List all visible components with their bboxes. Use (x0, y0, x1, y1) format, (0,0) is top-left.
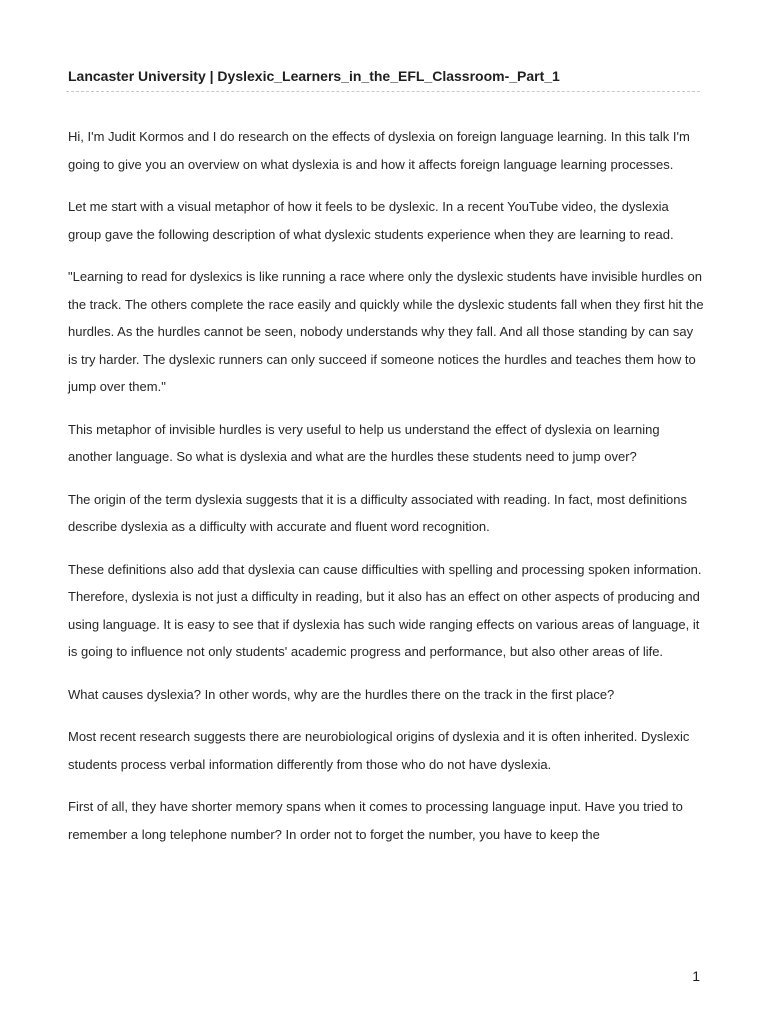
paragraph-4: This metaphor of invisible hurdles is very useful to help us understand the effect of dyslexia on learning another language. So what is dyslexia and what are the hurdles these students need to jump over? (68, 421, 660, 464)
paragraph-1: Hi, I'm Judit Kormos and I do research on the effects of dyslexia on foreign language learning. In this talk I'm going to give you an overview on what dyslexia is and how it affects foreign language learning processes. (68, 129, 690, 172)
paragraph-5: The origin of the term dyslexia suggests that it is a difficulty associated with reading. In fact, most definitions describe dyslexia as a difficulty with accurate and fluent word recognition. (68, 491, 688, 534)
paragraph-2: Let me start with a visual metaphor of how it feels to be dyslexic. In a recent YouTube video, the dyslexia group gave the following description of what dyslexic students experience when they are learning to read. (68, 199, 674, 242)
paragraph-8: Most recent research suggests there are neurobiological origins of dyslexia and it is often inherited. Dyslexic students process verbal information differently from those who do not have dyslexia. (68, 729, 690, 772)
document-body (68, 123, 704, 863)
paragraph-3: "Learning to read for dyslexics is like running a race where only the dyslexic students have invisible hurdles on the track. The others complete the race easily and quickly while the dyslexic students fall when they first hit the hurdles. As the hurdles cannot be seen, nobody understands why they fall. And all those standing by can say is try harder. The dyslexic runners can only succeed if someone notices the hurdles and teaches them how to jump over them." (68, 269, 704, 394)
title-divider (66, 91, 700, 92)
paragraph-6: These definitions also add that dyslexia can cause difficulties with spelling and processing spoken information. Therefore, dyslexia is not just a difficulty in reading, but it also has an effect on other aspects of producing and using language. It is easy to see that if dyslexia has such wide ranging effects on various areas of language, it is going to influence not only students' academic progress and performance, but also other areas of life. (68, 561, 702, 659)
page-number: 1 (692, 968, 700, 984)
document-title: Lancaster University | Dyslexic_Learners_in_the_EFL_Classroom-_Part_1 (68, 68, 560, 84)
paragraph-7: What causes dyslexia? In other words, why are the hurdles there on the track in the first place? (68, 686, 615, 702)
paragraph-9: First of all, they have shorter memory spans when it comes to processing language input. Have you tried to remember a long telephone number? In order not to forget the number, you have to keep the (68, 799, 683, 842)
